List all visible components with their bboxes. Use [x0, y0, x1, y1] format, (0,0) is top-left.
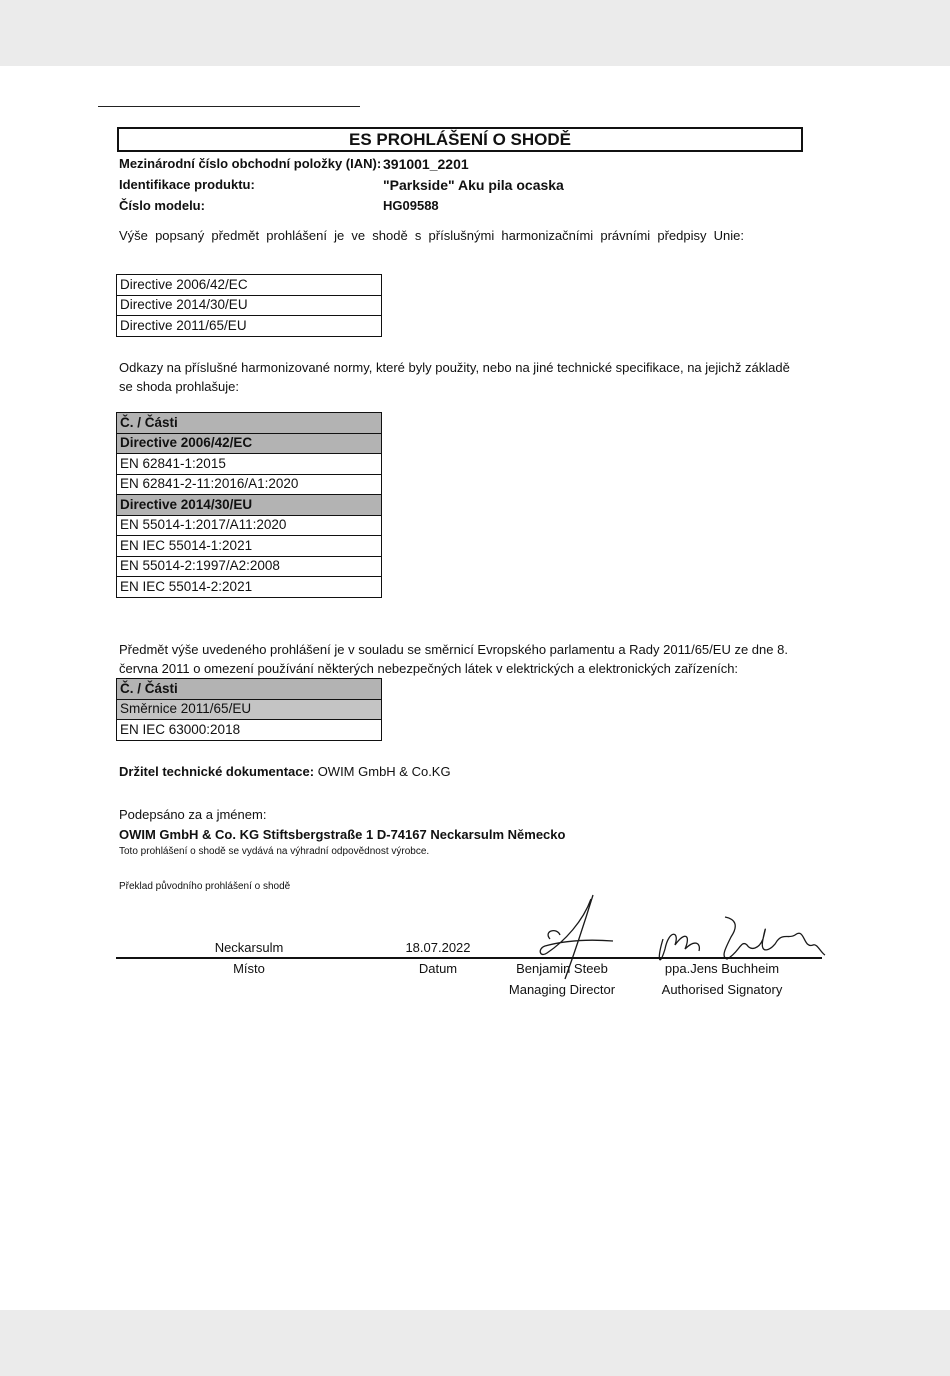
standards-intro-line1: Odkazy na příslušné harmonizované normy, které byly použity, nebo na jiné technické specifikace, na jejichž základě — [119, 360, 790, 375]
standard-row — [117, 413, 382, 434]
signature-jens-buchheim — [655, 909, 830, 969]
standard-row-cell: EN 55014-2:1997/A2:2008 — [117, 556, 382, 577]
standard-row — [117, 495, 382, 516]
rohs-row-cell: EN IEC 63000:2018 — [117, 720, 382, 741]
signed-label: Podepsáno za a jménem: — [119, 807, 267, 822]
rohs-table — [116, 678, 382, 741]
standard-row-cell: Directive 2006/42/EC — [117, 433, 382, 454]
directive-row-cell: Directive 2014/30/EU — [117, 295, 382, 316]
signer2-name: ppa.Jens Buchheim — [664, 961, 780, 976]
standard-row-cell: EN IEC 55014-2:2021 — [117, 577, 382, 598]
product-id-label: Identifikace produktu: — [119, 177, 255, 192]
standards-intro-line2: se shoda prohlašuje: — [119, 379, 239, 394]
signer1-title: Managing Director — [508, 982, 616, 997]
page-title: ES PROHLÁŠENÍ O SHODĚ — [117, 127, 803, 152]
model-value: HG09588 — [383, 198, 439, 213]
tech-doc-label: Držitel technické dokumentace: — [119, 764, 315, 779]
signer1-name: Benjamin Steeb — [516, 961, 608, 976]
rohs-row — [117, 679, 382, 700]
ian-label: Mezinárodní číslo obchodní položky (IAN): — [119, 156, 382, 171]
date-value: 18.07.2022 — [405, 940, 471, 955]
standard-row-cell: EN 62841-1:2015 — [117, 454, 382, 475]
directives-table — [116, 274, 382, 337]
directive-row — [117, 316, 382, 337]
tech-doc-value: OWIM GmbH & Co.KG — [317, 764, 451, 779]
company-line: OWIM GmbH & Co. KG Stiftsbergstraße 1 D-74167 Neckarsulm Německo — [119, 827, 566, 842]
rohs-row — [117, 720, 382, 741]
standard-row — [117, 536, 382, 557]
standard-row — [117, 515, 382, 536]
standard-row — [117, 556, 382, 577]
standard-row — [117, 454, 382, 475]
rohs-intro-line2: června 2011 o omezení používání některých nebezpečných látek v elektrických a elektronických zařízeních: — [119, 661, 739, 676]
standard-row — [117, 474, 382, 495]
rohs-row-cell: Směrnice 2011/65/EU — [117, 699, 382, 720]
standards-table — [116, 412, 382, 598]
ian-value: 391001_2201 — [383, 156, 469, 172]
translation-note: Překlad původního prohlášení o shodě — [119, 881, 291, 892]
product-id-value: "Parkside" Aku pila ocaska — [383, 177, 564, 193]
top-rule — [98, 106, 360, 107]
rohs-row — [117, 699, 382, 720]
standard-row-cell: Directive 2014/30/EU — [117, 495, 382, 516]
standard-row-cell: Č. / Části — [117, 413, 382, 434]
standard-row — [117, 577, 382, 598]
intro-text: Výše popsaný předmět prohlášení je ve shodě s příslušnými harmonizačními právními předpisy Unie: — [119, 228, 744, 243]
standard-row-cell: EN IEC 55014-1:2021 — [117, 536, 382, 557]
directive-row-cell: Directive 2006/42/EC — [117, 275, 382, 296]
date-label: Datum — [418, 961, 458, 976]
directive-row — [117, 275, 382, 296]
tech-doc-line — [119, 764, 451, 779]
signer2-title: Authorised Signatory — [661, 982, 783, 997]
document-page — [0, 66, 950, 1310]
standard-row-cell: EN 62841-2-11:2016/A1:2020 — [117, 474, 382, 495]
signature-rule — [116, 957, 822, 959]
standard-row — [117, 433, 382, 454]
place-label: Místo — [233, 961, 265, 976]
place-value: Neckarsulm — [214, 940, 284, 955]
model-label: Číslo modelu: — [119, 198, 205, 213]
directive-row-cell: Directive 2011/65/EU — [117, 316, 382, 337]
responsibility-note: Toto prohlášení o shodě se vydává na výhradní odpovědnost výrobce. — [119, 846, 430, 857]
standard-row-cell: EN 55014-1:2017/A11:2020 — [117, 515, 382, 536]
directive-row — [117, 295, 382, 316]
rohs-row-cell: Č. / Části — [117, 679, 382, 700]
rohs-intro-line1: Předmět výše uvedeného prohlášení je v souladu se směrnicí Evropského parlamentu a Rady 2011/65/EU ze dne 8. — [119, 642, 788, 657]
